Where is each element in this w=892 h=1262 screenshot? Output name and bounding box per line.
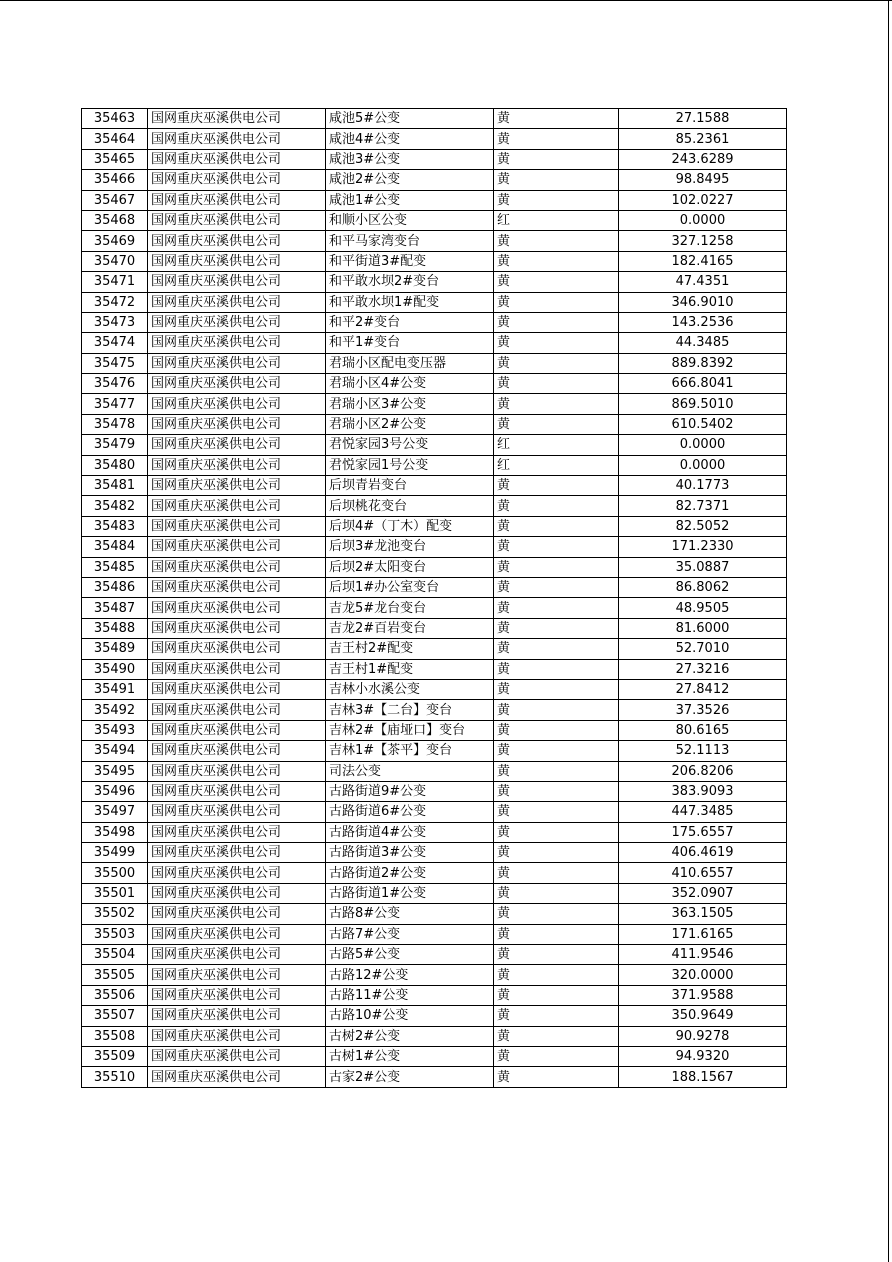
cell-status: 黄: [494, 1026, 619, 1046]
table-row: [82, 272, 787, 292]
cell-value: 81.6000: [619, 618, 787, 638]
cell-transformer-name: 吉王村1#配变: [326, 659, 494, 679]
cell-value: 37.3526: [619, 700, 787, 720]
table-row: [82, 1006, 787, 1026]
cell-id: 35508: [82, 1026, 148, 1046]
cell-value: 206.8206: [619, 761, 787, 781]
cell-status: 黄: [494, 1067, 619, 1087]
cell-status: 黄: [494, 292, 619, 312]
cell-transformer-name: 吉林3#【二台】变台: [326, 700, 494, 720]
cell-transformer-name: 咸池2#公变: [326, 170, 494, 190]
cell-value: 102.0227: [619, 190, 787, 210]
table-row: [82, 292, 787, 312]
table-row: [82, 496, 787, 516]
cell-id: 35476: [82, 374, 148, 394]
cell-status: 黄: [494, 659, 619, 679]
cell-value: 44.3485: [619, 333, 787, 353]
cell-status: 黄: [494, 231, 619, 251]
cell-status: 红: [494, 210, 619, 230]
cell-status: 黄: [494, 863, 619, 883]
cell-value: 666.8041: [619, 374, 787, 394]
cell-transformer-name: 和平马家湾变台: [326, 231, 494, 251]
cell-status: 黄: [494, 170, 619, 190]
cell-org: 国网重庆巫溪供电公司: [148, 965, 326, 985]
cell-transformer-name: 吉林2#【庙垭口】变台: [326, 720, 494, 740]
cell-id: 35469: [82, 231, 148, 251]
cell-value: 350.9649: [619, 1006, 787, 1026]
cell-org: 国网重庆巫溪供电公司: [148, 109, 326, 129]
cell-transformer-name: 古路7#公变: [326, 924, 494, 944]
cell-status: 黄: [494, 537, 619, 557]
table-row: [82, 720, 787, 740]
cell-transformer-name: 君瑞小区配电变压器: [326, 353, 494, 373]
cell-id: 35466: [82, 170, 148, 190]
table-row: [82, 210, 787, 230]
cell-transformer-name: 后坝3#龙池变台: [326, 537, 494, 557]
table-row: [82, 679, 787, 699]
cell-id: 35491: [82, 679, 148, 699]
cell-org: 国网重庆巫溪供电公司: [148, 251, 326, 271]
cell-org: 国网重庆巫溪供电公司: [148, 639, 326, 659]
table-row: [82, 1046, 787, 1066]
table-body: [82, 109, 787, 1088]
cell-value: 35.0887: [619, 557, 787, 577]
cell-status: 黄: [494, 741, 619, 761]
cell-org: 国网重庆巫溪供电公司: [148, 149, 326, 169]
cell-value: 188.1567: [619, 1067, 787, 1087]
cell-status: 黄: [494, 843, 619, 863]
cell-id: 35500: [82, 863, 148, 883]
cell-transformer-name: 司法公变: [326, 761, 494, 781]
cell-id: 35488: [82, 618, 148, 638]
cell-id: 35495: [82, 761, 148, 781]
table-row: [82, 312, 787, 332]
cell-id: 35487: [82, 598, 148, 618]
cell-transformer-name: 吉王村2#配变: [326, 639, 494, 659]
cell-status: 黄: [494, 598, 619, 618]
data-table: [81, 108, 787, 1088]
cell-id: 35498: [82, 822, 148, 842]
cell-status: 黄: [494, 251, 619, 271]
cell-id: 35465: [82, 149, 148, 169]
cell-value: 27.8412: [619, 679, 787, 699]
cell-org: 国网重庆巫溪供电公司: [148, 659, 326, 679]
cell-org: 国网重庆巫溪供电公司: [148, 170, 326, 190]
cell-transformer-name: 君瑞小区4#公变: [326, 374, 494, 394]
cell-transformer-name: 古路12#公变: [326, 965, 494, 985]
table-row: [82, 476, 787, 496]
cell-org: 国网重庆巫溪供电公司: [148, 496, 326, 516]
cell-id: 35468: [82, 210, 148, 230]
cell-status: 黄: [494, 985, 619, 1005]
cell-transformer-name: 和平敢水坝1#配变: [326, 292, 494, 312]
cell-status: 黄: [494, 822, 619, 842]
cell-status: 黄: [494, 129, 619, 149]
cell-value: 175.6557: [619, 822, 787, 842]
table-row: [82, 659, 787, 679]
cell-org: 国网重庆巫溪供电公司: [148, 618, 326, 638]
cell-value: 52.1113: [619, 741, 787, 761]
cell-id: 35499: [82, 843, 148, 863]
cell-status: 红: [494, 435, 619, 455]
cell-status: 黄: [494, 781, 619, 801]
table-row: [82, 1026, 787, 1046]
cell-org: 国网重庆巫溪供电公司: [148, 476, 326, 496]
cell-status: 黄: [494, 272, 619, 292]
cell-id: 35475: [82, 353, 148, 373]
cell-value: 52.7010: [619, 639, 787, 659]
cell-status: 黄: [494, 476, 619, 496]
cell-value: 406.4619: [619, 843, 787, 863]
cell-status: 黄: [494, 761, 619, 781]
cell-status: 黄: [494, 149, 619, 169]
cell-value: 352.0907: [619, 883, 787, 903]
cell-status: 黄: [494, 496, 619, 516]
cell-status: 黄: [494, 312, 619, 332]
table-row: [82, 924, 787, 944]
cell-org: 国网重庆巫溪供电公司: [148, 924, 326, 944]
cell-status: 黄: [494, 374, 619, 394]
cell-org: 国网重庆巫溪供电公司: [148, 802, 326, 822]
cell-status: 黄: [494, 904, 619, 924]
cell-id: 35504: [82, 945, 148, 965]
cell-status: 黄: [494, 577, 619, 597]
cell-status: 黄: [494, 720, 619, 740]
cell-id: 35506: [82, 985, 148, 1005]
cell-org: 国网重庆巫溪供电公司: [148, 455, 326, 475]
table-row: [82, 129, 787, 149]
cell-value: 90.9278: [619, 1026, 787, 1046]
cell-value: 86.8062: [619, 577, 787, 597]
cell-transformer-name: 后坝1#办公室变台: [326, 577, 494, 597]
cell-org: 国网重庆巫溪供电公司: [148, 190, 326, 210]
cell-value: 243.6289: [619, 149, 787, 169]
cell-status: 黄: [494, 965, 619, 985]
cell-transformer-name: 后坝2#太阳变台: [326, 557, 494, 577]
table-row: [82, 353, 787, 373]
cell-id: 35485: [82, 557, 148, 577]
cell-id: 35494: [82, 741, 148, 761]
cell-org: 国网重庆巫溪供电公司: [148, 720, 326, 740]
cell-org: 国网重庆巫溪供电公司: [148, 883, 326, 903]
cell-transformer-name: 君瑞小区3#公变: [326, 394, 494, 414]
cell-id: 35490: [82, 659, 148, 679]
cell-transformer-name: 古路街道2#公变: [326, 863, 494, 883]
cell-transformer-name: 后坝4#（丁木）配变: [326, 516, 494, 536]
table-row: [82, 945, 787, 965]
cell-transformer-name: 吉林小水溪公变: [326, 679, 494, 699]
cell-value: 27.3216: [619, 659, 787, 679]
cell-org: 国网重庆巫溪供电公司: [148, 557, 326, 577]
cell-status: 黄: [494, 924, 619, 944]
cell-transformer-name: 和平敢水坝2#变台: [326, 272, 494, 292]
cell-transformer-name: 和顺小区公变: [326, 210, 494, 230]
table-row: [82, 781, 787, 801]
table-row: [82, 965, 787, 985]
cell-org: 国网重庆巫溪供电公司: [148, 394, 326, 414]
cell-org: 国网重庆巫溪供电公司: [148, 210, 326, 230]
cell-id: 35489: [82, 639, 148, 659]
cell-id: 35478: [82, 414, 148, 434]
cell-value: 80.6165: [619, 720, 787, 740]
cell-status: 黄: [494, 414, 619, 434]
cell-id: 35479: [82, 435, 148, 455]
table-row: [82, 802, 787, 822]
cell-value: 85.2361: [619, 129, 787, 149]
cell-id: 35503: [82, 924, 148, 944]
cell-value: 0.0000: [619, 210, 787, 230]
table-row: [82, 414, 787, 434]
cell-status: 黄: [494, 190, 619, 210]
cell-org: 国网重庆巫溪供电公司: [148, 435, 326, 455]
cell-org: 国网重庆巫溪供电公司: [148, 292, 326, 312]
cell-value: 411.9546: [619, 945, 787, 965]
cell-org: 国网重庆巫溪供电公司: [148, 863, 326, 883]
table-row: [82, 618, 787, 638]
cell-status: 黄: [494, 618, 619, 638]
cell-id: 35463: [82, 109, 148, 129]
table-row: [82, 598, 787, 618]
cell-value: 40.1773: [619, 476, 787, 496]
cell-id: 35507: [82, 1006, 148, 1026]
cell-transformer-name: 吉龙5#龙台变台: [326, 598, 494, 618]
cell-status: 黄: [494, 1046, 619, 1066]
table-row: [82, 985, 787, 1005]
cell-org: 国网重庆巫溪供电公司: [148, 537, 326, 557]
cell-id: 35502: [82, 904, 148, 924]
cell-id: 35509: [82, 1046, 148, 1066]
cell-transformer-name: 古路街道4#公变: [326, 822, 494, 842]
cell-status: 黄: [494, 353, 619, 373]
cell-status: 黄: [494, 679, 619, 699]
cell-org: 国网重庆巫溪供电公司: [148, 577, 326, 597]
cell-status: 黄: [494, 333, 619, 353]
table-row: [82, 109, 787, 129]
cell-org: 国网重庆巫溪供电公司: [148, 272, 326, 292]
table-row: [82, 231, 787, 251]
table-row: [82, 822, 787, 842]
cell-transformer-name: 和平1#变台: [326, 333, 494, 353]
cell-id: 35497: [82, 802, 148, 822]
cell-value: 869.5010: [619, 394, 787, 414]
cell-id: 35477: [82, 394, 148, 414]
cell-transformer-name: 后坝青岩变台: [326, 476, 494, 496]
table-row: [82, 863, 787, 883]
table-row: [82, 190, 787, 210]
cell-org: 国网重庆巫溪供电公司: [148, 1067, 326, 1087]
cell-transformer-name: 后坝桃花变台: [326, 496, 494, 516]
cell-id: 35501: [82, 883, 148, 903]
cell-org: 国网重庆巫溪供电公司: [148, 353, 326, 373]
cell-org: 国网重庆巫溪供电公司: [148, 1026, 326, 1046]
cell-transformer-name: 君悦家园3号公变: [326, 435, 494, 455]
table-row: [82, 394, 787, 414]
table-row: [82, 904, 787, 924]
cell-status: 红: [494, 455, 619, 475]
cell-transformer-name: 咸池1#公变: [326, 190, 494, 210]
cell-id: 35472: [82, 292, 148, 312]
cell-org: 国网重庆巫溪供电公司: [148, 1006, 326, 1026]
cell-value: 171.2330: [619, 537, 787, 557]
cell-transformer-name: 吉龙2#百岩变台: [326, 618, 494, 638]
cell-org: 国网重庆巫溪供电公司: [148, 598, 326, 618]
cell-id: 35467: [82, 190, 148, 210]
cell-org: 国网重庆巫溪供电公司: [148, 945, 326, 965]
cell-value: 0.0000: [619, 455, 787, 475]
cell-id: 35480: [82, 455, 148, 475]
cell-transformer-name: 和平街道3#配变: [326, 251, 494, 271]
table-row: [82, 843, 787, 863]
cell-id: 35505: [82, 965, 148, 985]
cell-status: 黄: [494, 883, 619, 903]
table-row: [82, 149, 787, 169]
cell-value: 320.0000: [619, 965, 787, 985]
cell-id: 35496: [82, 781, 148, 801]
cell-transformer-name: 古路街道6#公变: [326, 802, 494, 822]
cell-transformer-name: 古路5#公变: [326, 945, 494, 965]
cell-transformer-name: 古家2#公变: [326, 1067, 494, 1087]
cell-value: 27.1588: [619, 109, 787, 129]
cell-org: 国网重庆巫溪供电公司: [148, 414, 326, 434]
cell-id: 35474: [82, 333, 148, 353]
cell-id: 35492: [82, 700, 148, 720]
table-row: [82, 455, 787, 475]
table-row: [82, 883, 787, 903]
table-row: [82, 741, 787, 761]
cell-org: 国网重庆巫溪供电公司: [148, 231, 326, 251]
cell-transformer-name: 咸池3#公变: [326, 149, 494, 169]
cell-id: 35482: [82, 496, 148, 516]
table-row: [82, 537, 787, 557]
cell-org: 国网重庆巫溪供电公司: [148, 985, 326, 1005]
cell-value: 47.4351: [619, 272, 787, 292]
cell-status: 黄: [494, 700, 619, 720]
cell-value: 889.8392: [619, 353, 787, 373]
cell-transformer-name: 古路8#公变: [326, 904, 494, 924]
cell-org: 国网重庆巫溪供电公司: [148, 700, 326, 720]
cell-id: 35510: [82, 1067, 148, 1087]
cell-value: 98.8495: [619, 170, 787, 190]
cell-org: 国网重庆巫溪供电公司: [148, 312, 326, 332]
cell-transformer-name: 咸池4#公变: [326, 129, 494, 149]
cell-id: 35464: [82, 129, 148, 149]
cell-transformer-name: 君瑞小区2#公变: [326, 414, 494, 434]
cell-value: 82.5052: [619, 516, 787, 536]
table-row: [82, 639, 787, 659]
cell-transformer-name: 古路10#公变: [326, 1006, 494, 1026]
cell-org: 国网重庆巫溪供电公司: [148, 822, 326, 842]
page-top-border: [0, 0, 892, 1]
cell-status: 黄: [494, 109, 619, 129]
cell-id: 35483: [82, 516, 148, 536]
cell-org: 国网重庆巫溪供电公司: [148, 374, 326, 394]
cell-value: 94.9320: [619, 1046, 787, 1066]
cell-value: 327.1258: [619, 231, 787, 251]
cell-value: 143.2536: [619, 312, 787, 332]
cell-id: 35471: [82, 272, 148, 292]
cell-value: 48.9505: [619, 598, 787, 618]
cell-transformer-name: 古路街道9#公变: [326, 781, 494, 801]
table-row: [82, 761, 787, 781]
cell-status: 黄: [494, 1006, 619, 1026]
cell-org: 国网重庆巫溪供电公司: [148, 781, 326, 801]
cell-transformer-name: 君悦家园1号公变: [326, 455, 494, 475]
cell-transformer-name: 古树2#公变: [326, 1026, 494, 1046]
cell-transformer-name: 吉林1#【茶平】变台: [326, 741, 494, 761]
cell-transformer-name: 古树1#公变: [326, 1046, 494, 1066]
cell-org: 国网重庆巫溪供电公司: [148, 843, 326, 863]
cell-transformer-name: 古路街道1#公变: [326, 883, 494, 903]
cell-status: 黄: [494, 802, 619, 822]
cell-value: 171.6165: [619, 924, 787, 944]
cell-transformer-name: 咸池5#公变: [326, 109, 494, 129]
cell-org: 国网重庆巫溪供电公司: [148, 1046, 326, 1066]
cell-value: 182.4165: [619, 251, 787, 271]
cell-transformer-name: 古路街道3#公变: [326, 843, 494, 863]
cell-org: 国网重庆巫溪供电公司: [148, 516, 326, 536]
cell-id: 35493: [82, 720, 148, 740]
cell-org: 国网重庆巫溪供电公司: [148, 741, 326, 761]
cell-value: 610.5402: [619, 414, 787, 434]
cell-org: 国网重庆巫溪供电公司: [148, 679, 326, 699]
cell-value: 410.6557: [619, 863, 787, 883]
cell-status: 黄: [494, 945, 619, 965]
cell-org: 国网重庆巫溪供电公司: [148, 761, 326, 781]
cell-value: 371.9588: [619, 985, 787, 1005]
table-row: [82, 435, 787, 455]
cell-id: 35481: [82, 476, 148, 496]
table-row: [82, 700, 787, 720]
table-row: [82, 577, 787, 597]
cell-org: 国网重庆巫溪供电公司: [148, 333, 326, 353]
cell-value: 363.1505: [619, 904, 787, 924]
cell-org: 国网重庆巫溪供电公司: [148, 904, 326, 924]
table-row: [82, 333, 787, 353]
table-row: [82, 516, 787, 536]
cell-id: 35484: [82, 537, 148, 557]
cell-value: 346.9010: [619, 292, 787, 312]
cell-id: 35470: [82, 251, 148, 271]
cell-value: 383.9093: [619, 781, 787, 801]
cell-transformer-name: 古路11#公变: [326, 985, 494, 1005]
cell-status: 黄: [494, 557, 619, 577]
table-row: [82, 374, 787, 394]
table-row: [82, 557, 787, 577]
page-right-border: [888, 0, 889, 1262]
table-row: [82, 170, 787, 190]
cell-status: 黄: [494, 516, 619, 536]
cell-value: 82.7371: [619, 496, 787, 516]
cell-transformer-name: 和平2#变台: [326, 312, 494, 332]
cell-org: 国网重庆巫溪供电公司: [148, 129, 326, 149]
table-row: [82, 251, 787, 271]
cell-id: 35486: [82, 577, 148, 597]
cell-value: 447.3485: [619, 802, 787, 822]
cell-status: 黄: [494, 639, 619, 659]
cell-id: 35473: [82, 312, 148, 332]
table-row: [82, 1067, 787, 1087]
cell-status: 黄: [494, 394, 619, 414]
cell-value: 0.0000: [619, 435, 787, 455]
